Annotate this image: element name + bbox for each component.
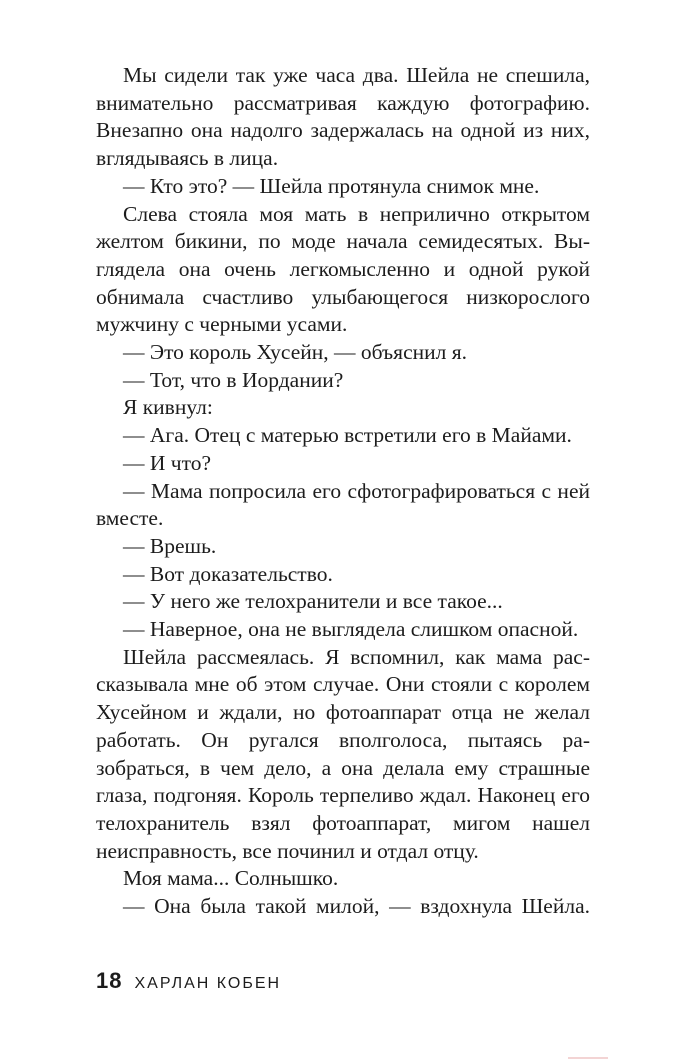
- paragraph: — Врешь.: [123, 533, 217, 558]
- paragraph: — Вот доказательство.: [123, 561, 333, 586]
- paragraph: Слева стояла моя мать в неприлично открытом желтом бикини, по моде начала семидесятых. Выглядела она очень легкомысленно и одной рукой обнимала счастливо улыбающегося низкорослого мужчину с черными усами.: [96, 201, 590, 337]
- paragraph: Я кивнул:: [123, 395, 213, 420]
- paragraph: — Кто это? — Шейла протянула снимок мне.: [123, 173, 540, 198]
- paragraph: — У него же телохранители и все такое...: [123, 589, 503, 614]
- paragraph: — Это король Хусейн, — объяснил я.: [123, 340, 467, 365]
- paragraph: — Тот, что в Иордании?: [123, 367, 344, 392]
- paragraph: — Наверное, она не выглядела слишком опасной.: [123, 617, 579, 642]
- paragraph: Моя мама... Солнышко.: [123, 866, 339, 891]
- paragraph: Шейла рассмеялась. Я вспомнил, как мама рассказывала мне об этом случае. Они стояли с королем Хусейном и ждали, но фотоаппарат отца не желал работать. Он ругался вполголоса, пытаясь разобраться, в чем дело, а она делала ему страшные глаза, подгоняя. Король терпеливо ждал. Наконец его телохранитель взял фотоаппарат, мигом нашел неисправность, все починил и отдал отцу.: [96, 644, 590, 863]
- running-head-author: ХАРЛАН КОБЕН: [134, 975, 282, 992]
- page-footer: [96, 968, 281, 994]
- book-page-text: [96, 62, 590, 921]
- paragraph: Мы сидели так уже часа два. Шейла не спешила, внимательно рассматривая каждую фотографию. Внезапно она надолго задержалась на одной из них, вглядываясь в лица.: [96, 63, 590, 171]
- page-number: 18: [96, 968, 123, 993]
- paragraph: — Мама попросила его сфотографироваться с ней вместе.: [96, 478, 590, 531]
- paragraph: — И что?: [123, 450, 211, 475]
- page-edge-mark: [568, 1057, 608, 1059]
- paragraph: — Она была такой милой, — вздохнула Шейла.: [123, 894, 590, 919]
- paragraph: — Ага. Отец с матерью встретили его в Майами.: [123, 423, 572, 448]
